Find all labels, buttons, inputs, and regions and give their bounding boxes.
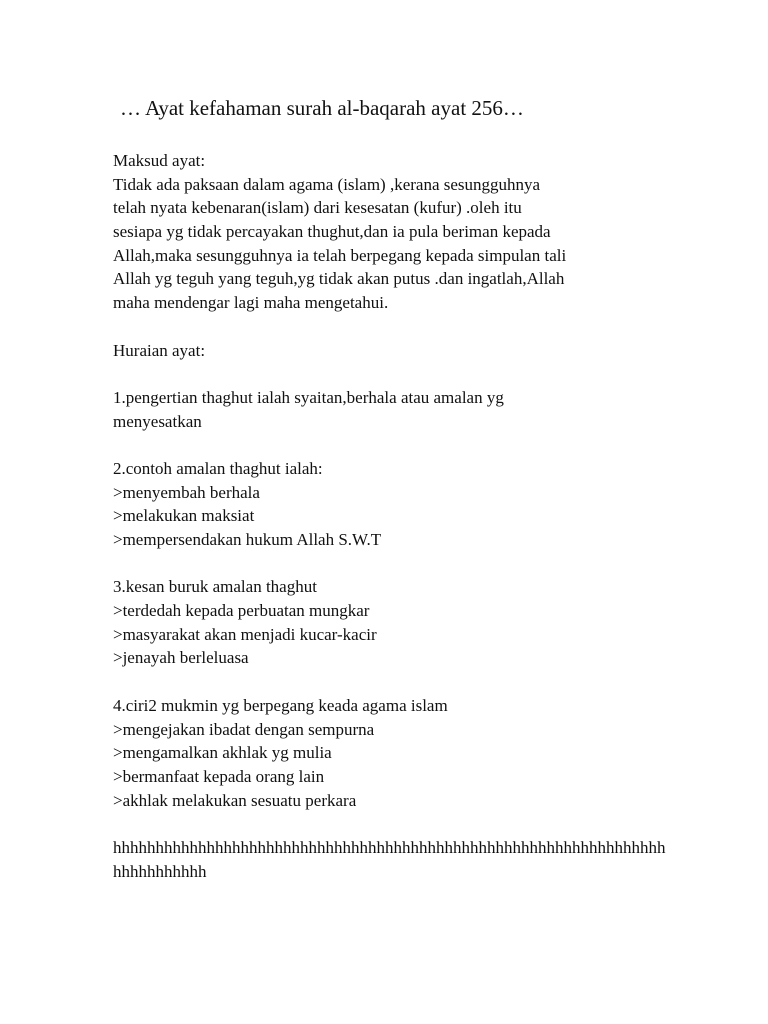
filler-line: hhhhhhhhhhhhhhhhhhhhhhhhhhhhhhhhhhhhhhhhhhhhhhhhhhhhhhhhhhhhhhhhh	[113, 837, 666, 857]
point1-line: menyesatkan	[113, 411, 202, 431]
point4-line: >bermanfaat kepada orang lain	[113, 766, 325, 786]
maksud-line: maha mendengar lagi maha mengetahui.	[113, 293, 389, 313]
maksud-line: Allah yg teguh yang teguh,yg tidak akan putus .dan ingatlah,Allah	[113, 269, 565, 289]
maksud-line: Tidak ada paksaan dalam agama (islam) ,kerana sesungguhnya	[113, 174, 541, 194]
maksud-heading: Maksud ayat:	[113, 151, 206, 170]
point1-line: 1.pengertian thaghut ialah syaitan,berhala atau amalan yg	[113, 387, 504, 407]
paragraph-gap	[113, 362, 733, 386]
point4-line: >akhlak melakukan sesuatu perkara	[113, 790, 357, 810]
filler-line: hhhhhhhhhhh	[113, 861, 207, 881]
document-title: … Ayat kefahaman surah al-baqarah ayat 256…	[120, 96, 524, 120]
maksud-line: telah nyata kebenaran(islam) dari kesesatan (kufur) .oleh itu	[113, 198, 522, 218]
point2-line: 2.contoh amalan thaghut ialah:	[113, 458, 323, 478]
point2-line: >menyembah berhala	[113, 482, 260, 502]
point2-line: >mempersendakan hukum Allah S.W.T	[113, 530, 382, 549]
point4-line: >mengamalkan akhlak yg mulia	[113, 743, 332, 763]
paragraph-gap	[113, 670, 733, 694]
point2-line: >melakukan maksiat	[113, 506, 255, 526]
point4-line: 4.ciri2 mukmin yg berpegang keada agama islam	[113, 695, 448, 715]
document-body	[113, 149, 733, 883]
point3-line: >jenayah berleluasa	[113, 648, 249, 668]
huraian-heading: Huraian ayat:	[113, 340, 206, 360]
point4-line: >mengejakan ibadat dengan sempurna	[113, 719, 375, 739]
paragraph-gap	[113, 315, 733, 339]
maksud-line: sesiapa yg tidak percayakan thughut,dan ia pula beriman kepada	[113, 222, 551, 242]
maksud-line: Allah,maka sesungguhnya ia telah berpegang kepada simpulan tali	[113, 245, 567, 265]
paragraph-gap	[113, 812, 733, 836]
point3-line: >masyarakat akan menjadi kucar-kacir	[113, 624, 377, 644]
paragraph-gap	[113, 433, 733, 457]
paragraph-gap	[113, 552, 733, 576]
point3-line: 3.kesan buruk amalan thaghut	[113, 577, 317, 597]
point3-line: >terdedah kepada perbuatan mungkar	[113, 601, 370, 621]
